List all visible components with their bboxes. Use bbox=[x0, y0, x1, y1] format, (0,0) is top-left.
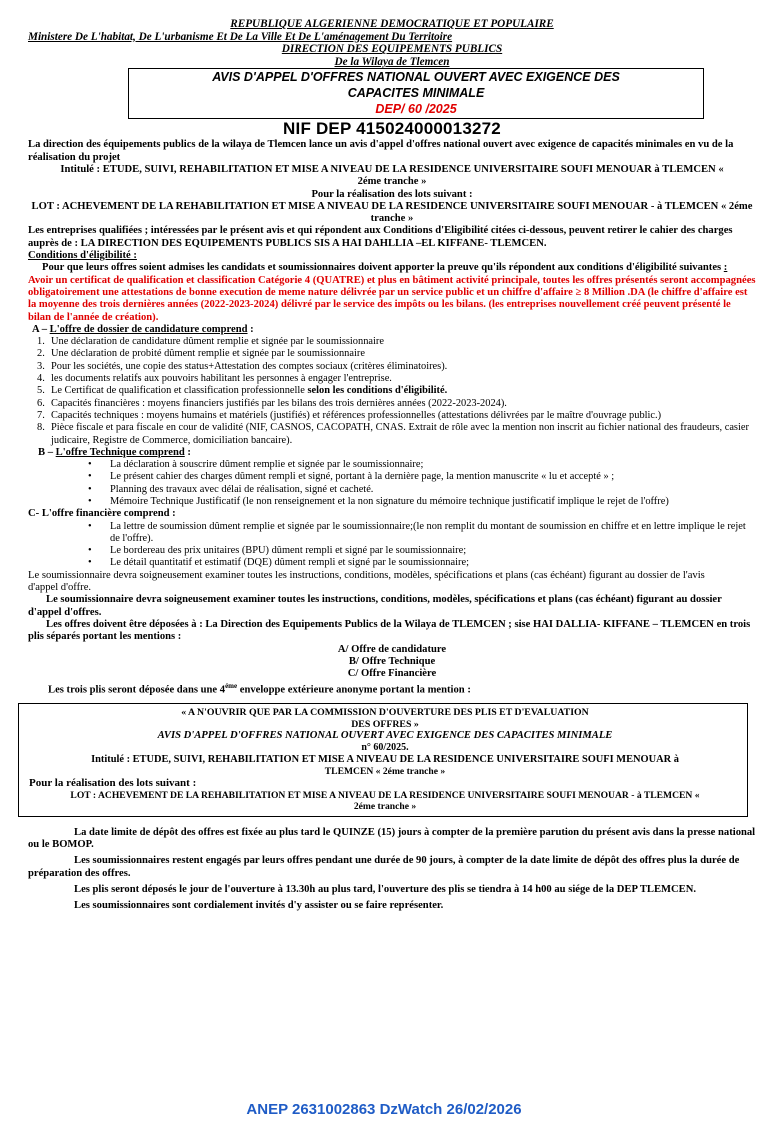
title-line-1: AVIS D'APPEL D'OFFRES NATIONAL OUVERT AVEC EXIGENCE DES bbox=[212, 70, 620, 85]
reference-number: DEP/ 60 /2025 bbox=[375, 102, 457, 117]
item-bold-text: selon les conditions d'éligibilité. bbox=[307, 385, 448, 397]
list-item bbox=[37, 348, 756, 360]
closing-paragraph-1: La date limite de dépôt des offres est fixée au plus tard le QUINZE (15) jours à compter de la première parution du présent avis dans la presse national ou le BOMOP. bbox=[28, 826, 756, 851]
bullet-icon: • bbox=[88, 557, 92, 569]
plis-candidature: A/ Offre de candidature bbox=[337, 643, 447, 655]
list-item bbox=[88, 545, 756, 557]
p4-superscript: éme bbox=[225, 682, 238, 691]
list-item bbox=[88, 483, 756, 496]
conditions-heading: Conditions d'éligibilité : bbox=[28, 250, 137, 262]
section-a-heading bbox=[32, 324, 756, 336]
section-b-prefix: B – bbox=[38, 446, 56, 458]
item-text: Le détail quantitatif et estimatif (DQE) dûment rempli et signé par le soumissionnaire; bbox=[110, 557, 469, 569]
section-c-heading: C- L'offre financière comprend : bbox=[28, 508, 176, 520]
list-item bbox=[88, 495, 756, 508]
item-number: 6. bbox=[37, 397, 45, 409]
section-a-list bbox=[28, 336, 756, 447]
envelope-line-2: DES OFFRES » bbox=[351, 718, 419, 730]
list-item bbox=[37, 422, 756, 447]
item-number: 2. bbox=[37, 348, 45, 360]
item-text: Capacités techniques : moyens humains et matériels (justifiés) et références professionnelles (attestations délivrées par le maître d'ouvrage public.) bbox=[51, 409, 662, 421]
list-item bbox=[37, 373, 756, 385]
body-paragraph-2: Le soumissionnaire devra soigneusement examiner toutes les instructions, conditions, modèles, spécifications et plans (cas échéant) figurant au dossier d'appel d'offres. bbox=[28, 594, 722, 618]
envelope-lot-2: 2éme tranche » bbox=[353, 801, 417, 813]
list-item bbox=[88, 471, 756, 483]
section-a-title: L'offre de dossier de candidature comprend bbox=[49, 323, 248, 335]
envelope-line-1: « A N'OUVRIR QUE PAR LA COMMISSION D'OUVERTURE DES PLIS ET D'EVALUATION bbox=[181, 707, 589, 719]
item-number: 4. bbox=[37, 373, 45, 385]
title-line-2: CAPACITES MINIMALE bbox=[347, 86, 485, 101]
header-direction: DIRECTION DES EQUIPEMENTS PUBLICS bbox=[281, 43, 503, 56]
intro-pour-lots: Pour la réalisation des lots suivant : bbox=[311, 188, 473, 200]
plis-technique: B/ Offre Technique bbox=[348, 655, 436, 667]
item-text: La lettre de soumission dûment remplie et signée par le soumissionnaire;(le non remplit du montant de soumission en chiffre et en lettre implique le rejet de l'offre). bbox=[110, 520, 746, 544]
conditions-red: Avoir un certificat de qualification et classification Catégorie 4 (QUATRE) et plus en bâtiment activité principale, toutes les offres présentés seront accompagnées obligatoirement une attestations de bonne execution de meme nature délivrée par un service public et un chiffre d'affaire ≥ 8 Million .DA (le chiffre d'affaire est la moyenne des trois dernières années (2022-2023-2024) délivré par le service des impôts ou les bilans. (les entreprises nouvellement créé peuvent présenté le bilan de l'année de création). bbox=[28, 274, 756, 323]
section-a-prefix: A – bbox=[32, 323, 50, 335]
item-text: Une déclaration de candidature dûment remplie et signée par le soumissionnaire bbox=[51, 336, 384, 348]
bullet-icon: • bbox=[88, 459, 92, 471]
envelope-pour: Pour la réalisation des lots suivant : bbox=[29, 777, 197, 790]
nif-number: NIF DEP 415024000013272 bbox=[283, 119, 501, 139]
list-item bbox=[88, 520, 756, 546]
list-item bbox=[88, 459, 756, 471]
item-text: Pièce fiscale et para fiscale en cour de validité (NIF, CASNOS, CACOPATH, CNAS. Extrait de rôle avec la mention non inscrit au fichier national des fraudeurs, casier judicaire, Registre de Commerce, domiciliation bancaire). bbox=[51, 422, 749, 446]
item-text: Capacités financières : moyens financiers justifiés par les bilans des trois dernières années (2022-2023-2024). bbox=[51, 397, 507, 409]
item-text: Mémoire Technique Justificatif (le non renseignement et la non signature du mémoire technique justificatif implique le rejet de l'offre) bbox=[110, 495, 669, 507]
plis-financiere: C/ Offre Financière bbox=[347, 668, 437, 680]
list-item bbox=[37, 409, 756, 422]
list-item bbox=[37, 385, 756, 397]
body-paragraph-3: Les offres doivent être déposées à : La Direction des Equipements Publics de la Wilaya de TLEMCEN ; sise HAI DALLIA- KIFFANE – TLEMCEN en trois plis séparés portant les mentions : bbox=[28, 618, 751, 643]
p4-text: Les trois plis seront déposée dans une 4 bbox=[48, 684, 226, 696]
item-number: 5. bbox=[37, 385, 45, 397]
item-text: Le Certificat de qualification et classification professionnelle bbox=[51, 385, 308, 397]
section-c-list bbox=[28, 521, 756, 570]
item-text: La déclaration à souscrire dûment remplie et signée par le soumissionnaire; bbox=[110, 459, 424, 471]
item-text: Le bordereau des prix unitaires (BPU) dûment rempli et signé par le soumissionnaire; bbox=[110, 545, 467, 557]
title-box bbox=[128, 68, 704, 119]
section-a-suffix: : bbox=[247, 323, 254, 335]
section-b-suffix: : bbox=[184, 446, 191, 458]
item-text: les documents relatifs aux pouvoirs habilitant les personnes à engager l'entreprise. bbox=[51, 373, 392, 385]
section-b-list bbox=[28, 459, 756, 508]
closing-paragraph-4: Les soumissionnaires sont cordialement invités d'y assister ou se faire représenter. bbox=[74, 900, 444, 912]
conditions-text bbox=[28, 262, 756, 274]
conditions-text-colon: : bbox=[723, 262, 728, 274]
closing-paragraph-3: Les plis seront déposés le jour de l'ouverture à 13.30h au plus tard, l'ouverture des plis se tiendra à 14 h00 au siége de la DEP TLEMCEN. bbox=[74, 883, 697, 895]
closing-paragraph-2: Les soumissionnaires restent engagés par leurs offres pendant une durée de 90 jours, à compter de la date limite de dépôt des offres plus la durée de préparation des offres. bbox=[28, 855, 740, 879]
intro-entreprises: Les entreprises qualifiées ; intéressées par le présent avis et qui répondent aux Conditions d'Eligibilité citées ci-dessous, peuvent retirer le cahier des charges auprès de : LA DIRECTION DES EQUIPEMENTS PUBLICS SIS A HAI DAHLLIA –EL KIFFANE- TLEMCEN. bbox=[28, 225, 733, 249]
bullet-icon: • bbox=[88, 471, 92, 483]
header-ministry: Ministere De L'habitat, De L'urbanisme Et De La Ville Et De L'aménagement Du Territoire bbox=[28, 30, 453, 43]
section-b-title: L'offre Technique comprend bbox=[55, 446, 185, 458]
header-republic: REPUBLIQUE ALGERIENNE DEMOCRATIQUE ET POPULAIRE bbox=[230, 18, 554, 30]
item-number: 8. bbox=[37, 422, 45, 434]
bullet-icon: • bbox=[88, 545, 92, 557]
item-text: Planning des travaux avec délai de réalisation, signé et cacheté. bbox=[110, 483, 374, 495]
item-number: 1. bbox=[37, 336, 45, 348]
header-wilaya: De la Wilaya de Tlemcen bbox=[334, 55, 450, 68]
envelope-lot: LOT : ACHEVEMENT DE LA REHABILITATION ET MISE A NIVEAU DE LA RESIDENCE UNIVERSITAIRE SOUFI MENOUAR - à TLEMCEN « bbox=[70, 789, 700, 801]
item-text: Une déclaration de probité dûment remplie et signée par le soumissionnaire bbox=[51, 348, 365, 360]
item-text: Le présent cahier des charges dûment rempli et signé, portant à la dernière page, la mention manuscrite « lu et accepté » ; bbox=[110, 471, 615, 483]
bullet-icon: • bbox=[88, 520, 92, 532]
notice-page bbox=[28, 18, 756, 913]
footer-reference: ANEP 2631002863 DzWatch 26/02/2026 bbox=[246, 1101, 522, 1118]
envelope-line-4: n° 60/2025. bbox=[361, 742, 409, 754]
envelope-box bbox=[18, 703, 748, 817]
body-paragraph-4 bbox=[48, 680, 756, 697]
intro-intitule: Intitulé : ETUDE, SUIVI, REHABILITATION ET MISE A NIVEAU DE LA RESIDENCE UNIVERSITAIRE SOUFI MENOUAR à TLEMCEN « 2éme tranche » bbox=[60, 163, 724, 188]
section-b-heading bbox=[38, 447, 756, 459]
envelope-line-3: AVIS D'APPEL D'OFFRES NATIONAL OUVERT AVEC EXIGENCE DES CAPACITES MINIMALE bbox=[157, 730, 613, 742]
list-item bbox=[37, 336, 756, 348]
list-item bbox=[37, 397, 756, 410]
item-number: 3. bbox=[37, 360, 45, 372]
envelope-intitule: Intitulé : ETUDE, SUIVI, REHABILITATION ET MISE A NIVEAU DE LA RESIDENCE UNIVERSITAIRE SOUFI MENOUAR à bbox=[91, 753, 679, 765]
p4-text-end: enveloppe extérieure anonyme portant la mention : bbox=[237, 684, 471, 696]
list-item bbox=[37, 360, 756, 373]
body-paragraph-1: Le soumissionnaire devra soigneusement examiner toutes les instructions, conditions, modèles, spécifications et plans (cas échéant) figurant au dossier de l'avis d'appel d'offre. bbox=[28, 569, 705, 594]
intro-text: La direction des équipements publics de la wilaya de Tlemcen lance un avis d'appel d'offres national ouvert avec exigence de capacités minimales en vu de la réalisation du projet bbox=[28, 139, 734, 163]
list-item bbox=[88, 557, 756, 569]
intro-lot: LOT : ACHEVEMENT DE LA REHABILITATION ET MISE A NIVEAU DE LA RESIDENCE UNIVERSITAIRE SOUFI MENOUAR - à TLEMCEN « 2éme tranche » bbox=[31, 200, 753, 225]
item-text: Pour les sociétés, une copie des status+Attestation des comptes sociaux (critères éliminatoires). bbox=[51, 360, 448, 372]
bullet-icon: • bbox=[88, 483, 92, 495]
bullet-icon: • bbox=[88, 495, 92, 507]
conditions-text-main: Pour que leurs offres soient admises les candidats et soumissionnaires doivent apporter la preuve qu'ils répondent aux conditions d'éligibilité suivantes bbox=[42, 262, 724, 274]
item-number: 7. bbox=[37, 409, 45, 421]
envelope-intitule-2: TLEMCEN « 2éme tranche » bbox=[324, 765, 446, 777]
